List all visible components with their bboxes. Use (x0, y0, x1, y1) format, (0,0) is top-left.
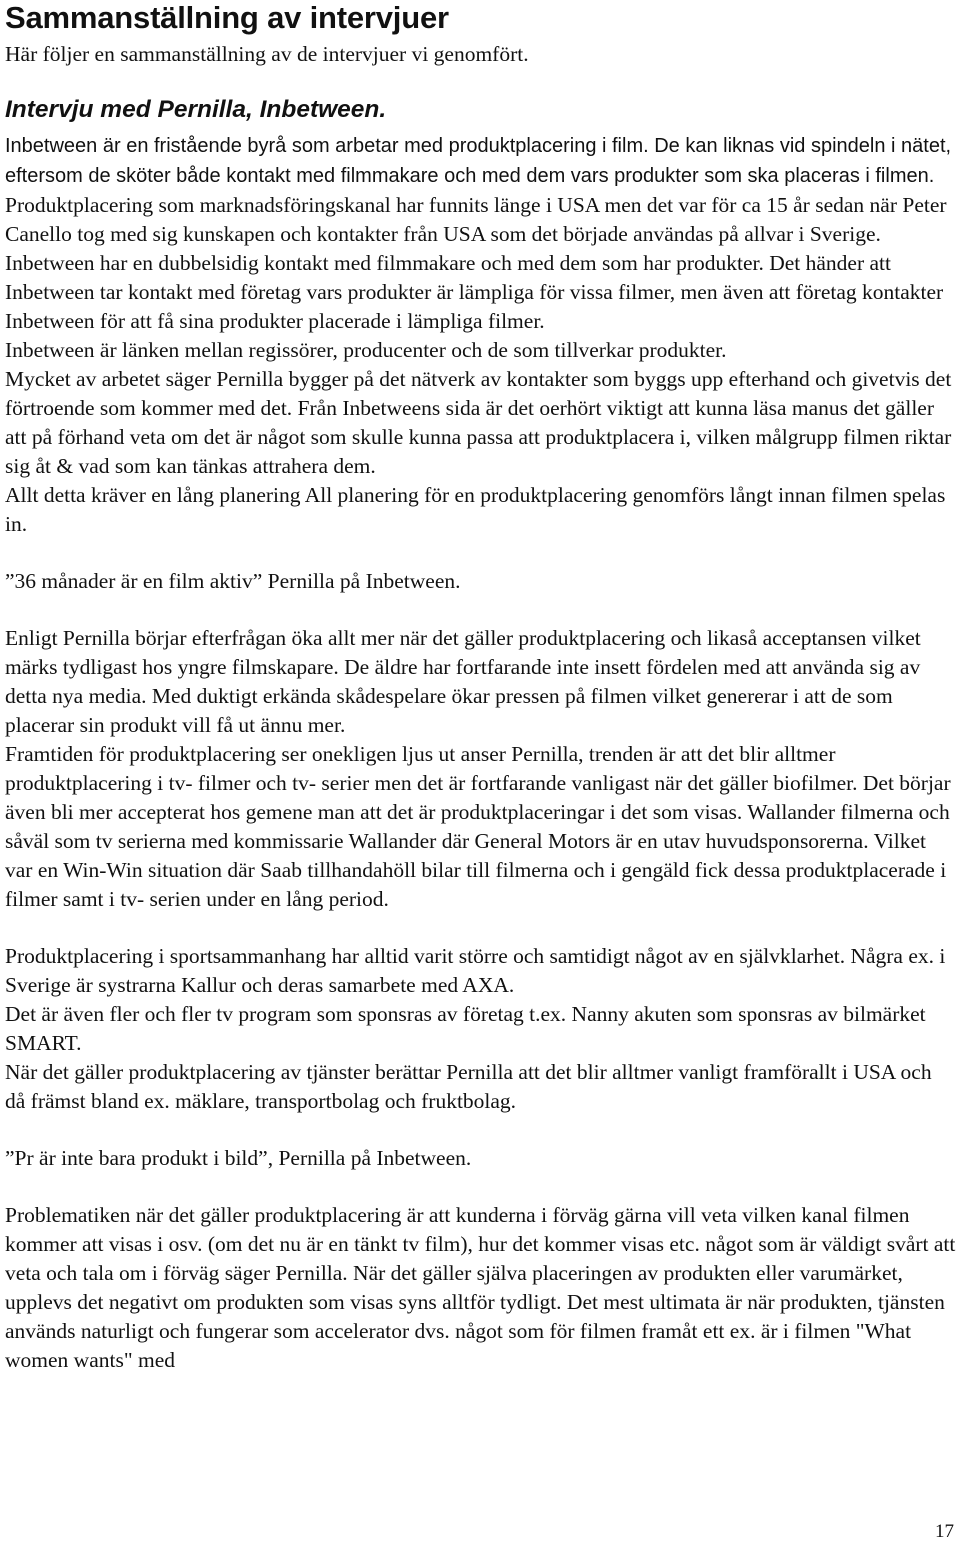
paragraph-planning: Allt detta kräver en lång planering All planering för en produktplacering genomförs långt innan filmen spelas in. (5, 483, 946, 536)
paragraph-link: Inbetween är länken mellan regissörer, producenter och de som tillverkar produkter. (5, 338, 727, 362)
paragraph-inbetween-intro-part1: Inbetween är en fristående byrå som arbetar med produktplacering i film. De kan liknas vid spindeln i nätet, eftersom de sköter både kontakt med filmmakare och med dem vars produkter som ska placeras i filmen. (5, 135, 952, 187)
paragraph-dual-contact: Inbetween har en dubbelsidig kontakt med filmmakare och med dem som har produkter. Det händer att Inbetween tar kontakt med företag vars produkter är lämpliga för vissa filmer, men även att företag kontakter Inbetween för att få sina produkter placerade i lämpliga filmer. (5, 251, 944, 333)
quote-36-months: ”36 månader är en film aktiv” Pernilla på Inbetween. (5, 569, 461, 593)
paragraph-inbetween-intro-part2: Produktplacering som marknadsföringskanal har funnits länge i USA men det var för ca 15 år sedan när Peter Canello tog med sig kunskapen och kontakter från USA som det började användas på allvar i Sverige. (5, 193, 947, 246)
paragraph-future: Framtiden för produktplacering ser onekligen ljus ut anser Pernilla, trenden är att det blir alltmer produktplacering i tv- filmer och tv- serier men det är fortfarande vanligast när det gäller biofilmer. Det börjar även bli mer accepterat hos gemene man att det är produktplaceringar i det som visas. Wallander filmerna och såväl som tv serierna med kommissarie Wallander där General Motors är en utav huvudsponsorerna. Vilket var en Win-Win situation där Saab tillhandahöll bilar till filmerna och i gengäld fick dessa produktplacerade i filmer samt i tv- serien under en lång period. (5, 742, 951, 911)
paragraph-services: När det gäller produktplacering av tjänster berättar Pernilla att det blir alltmer vanligt framförallt i USA och då främst bland ex. mäklare, transportbolag och fruktbolag. (5, 1060, 932, 1113)
page-number: 17 (935, 1521, 954, 1542)
paragraph-tv-programs: Det är även fler och fler tv program som sponsras av företag t.ex. Nanny akuten som sponsras av bilmärket SMART. (5, 1002, 926, 1055)
quote-pr: ”Pr är inte bara produkt i bild”, Pernilla på Inbetween. (5, 1146, 472, 1170)
section-heading: Intervju med Pernilla, Inbetween. (5, 96, 387, 123)
paragraph-demand: Enligt Pernilla börjar efterfrågan öka allt mer när det gäller produktplacering och likaså acceptansen vilket märks tydligast hos yngre filmskapare. De äldre har fortfarande inte insett fördelen med att använda sig av detta nya media. Med duktigt erkända skådespelare ökar pressen på filmen vilket genererar i att de som placerar sin produkt vill få ut ännu mer. (5, 626, 921, 737)
document-page (5, 0, 957, 1375)
paragraph-problems: Problematiken när det gäller produktplacering är att kunderna i förväg gärna vill veta vilken kanal filmen kommer att visas i osv. (om det nu är en tänkt tv film), hur det kommer visas etc. något som är väldigt svårt att veta och tala om i förväg säger Pernilla. När det gäller själva placeringen av produkten eller varumärket, upplevs det negativt om produkten som visas syns alltför tydligt. Det mest ultimata är när produkten, tjänsten används naturligt och fungerar som accelerator dvs. något som för filmen framåt ett ex. är i filmen "What women wants" med (5, 1203, 956, 1372)
paragraph-sports: Produktplacering i sportsammanhang har alltid varit större och samtidigt något av en självklarhet. Några ex. i Sverige är systrarna Kallur och deras samarbete med AXA. (5, 944, 946, 997)
document-title: Sammanställning av intervjuer (5, 0, 449, 35)
paragraph-network: Mycket av arbetet säger Pernilla bygger på det nätverk av kontakter som byggs upp efterhand och givetvis det förtroende som kommer med det. Från Inbetweens sida är det oerhört viktigt att kunna läsa manus det gäller att på förhand veta om det är något som skulle kunna passa att produktplacera i, vilken målgrupp filmen riktar sig åt & vad som kan tänkas attrahera dem. (5, 367, 952, 478)
paragraph-inbetween-intro (5, 131, 957, 249)
intro-text: Här följer en sammanställning av de intervjuer vi genomfört. (5, 42, 529, 66)
